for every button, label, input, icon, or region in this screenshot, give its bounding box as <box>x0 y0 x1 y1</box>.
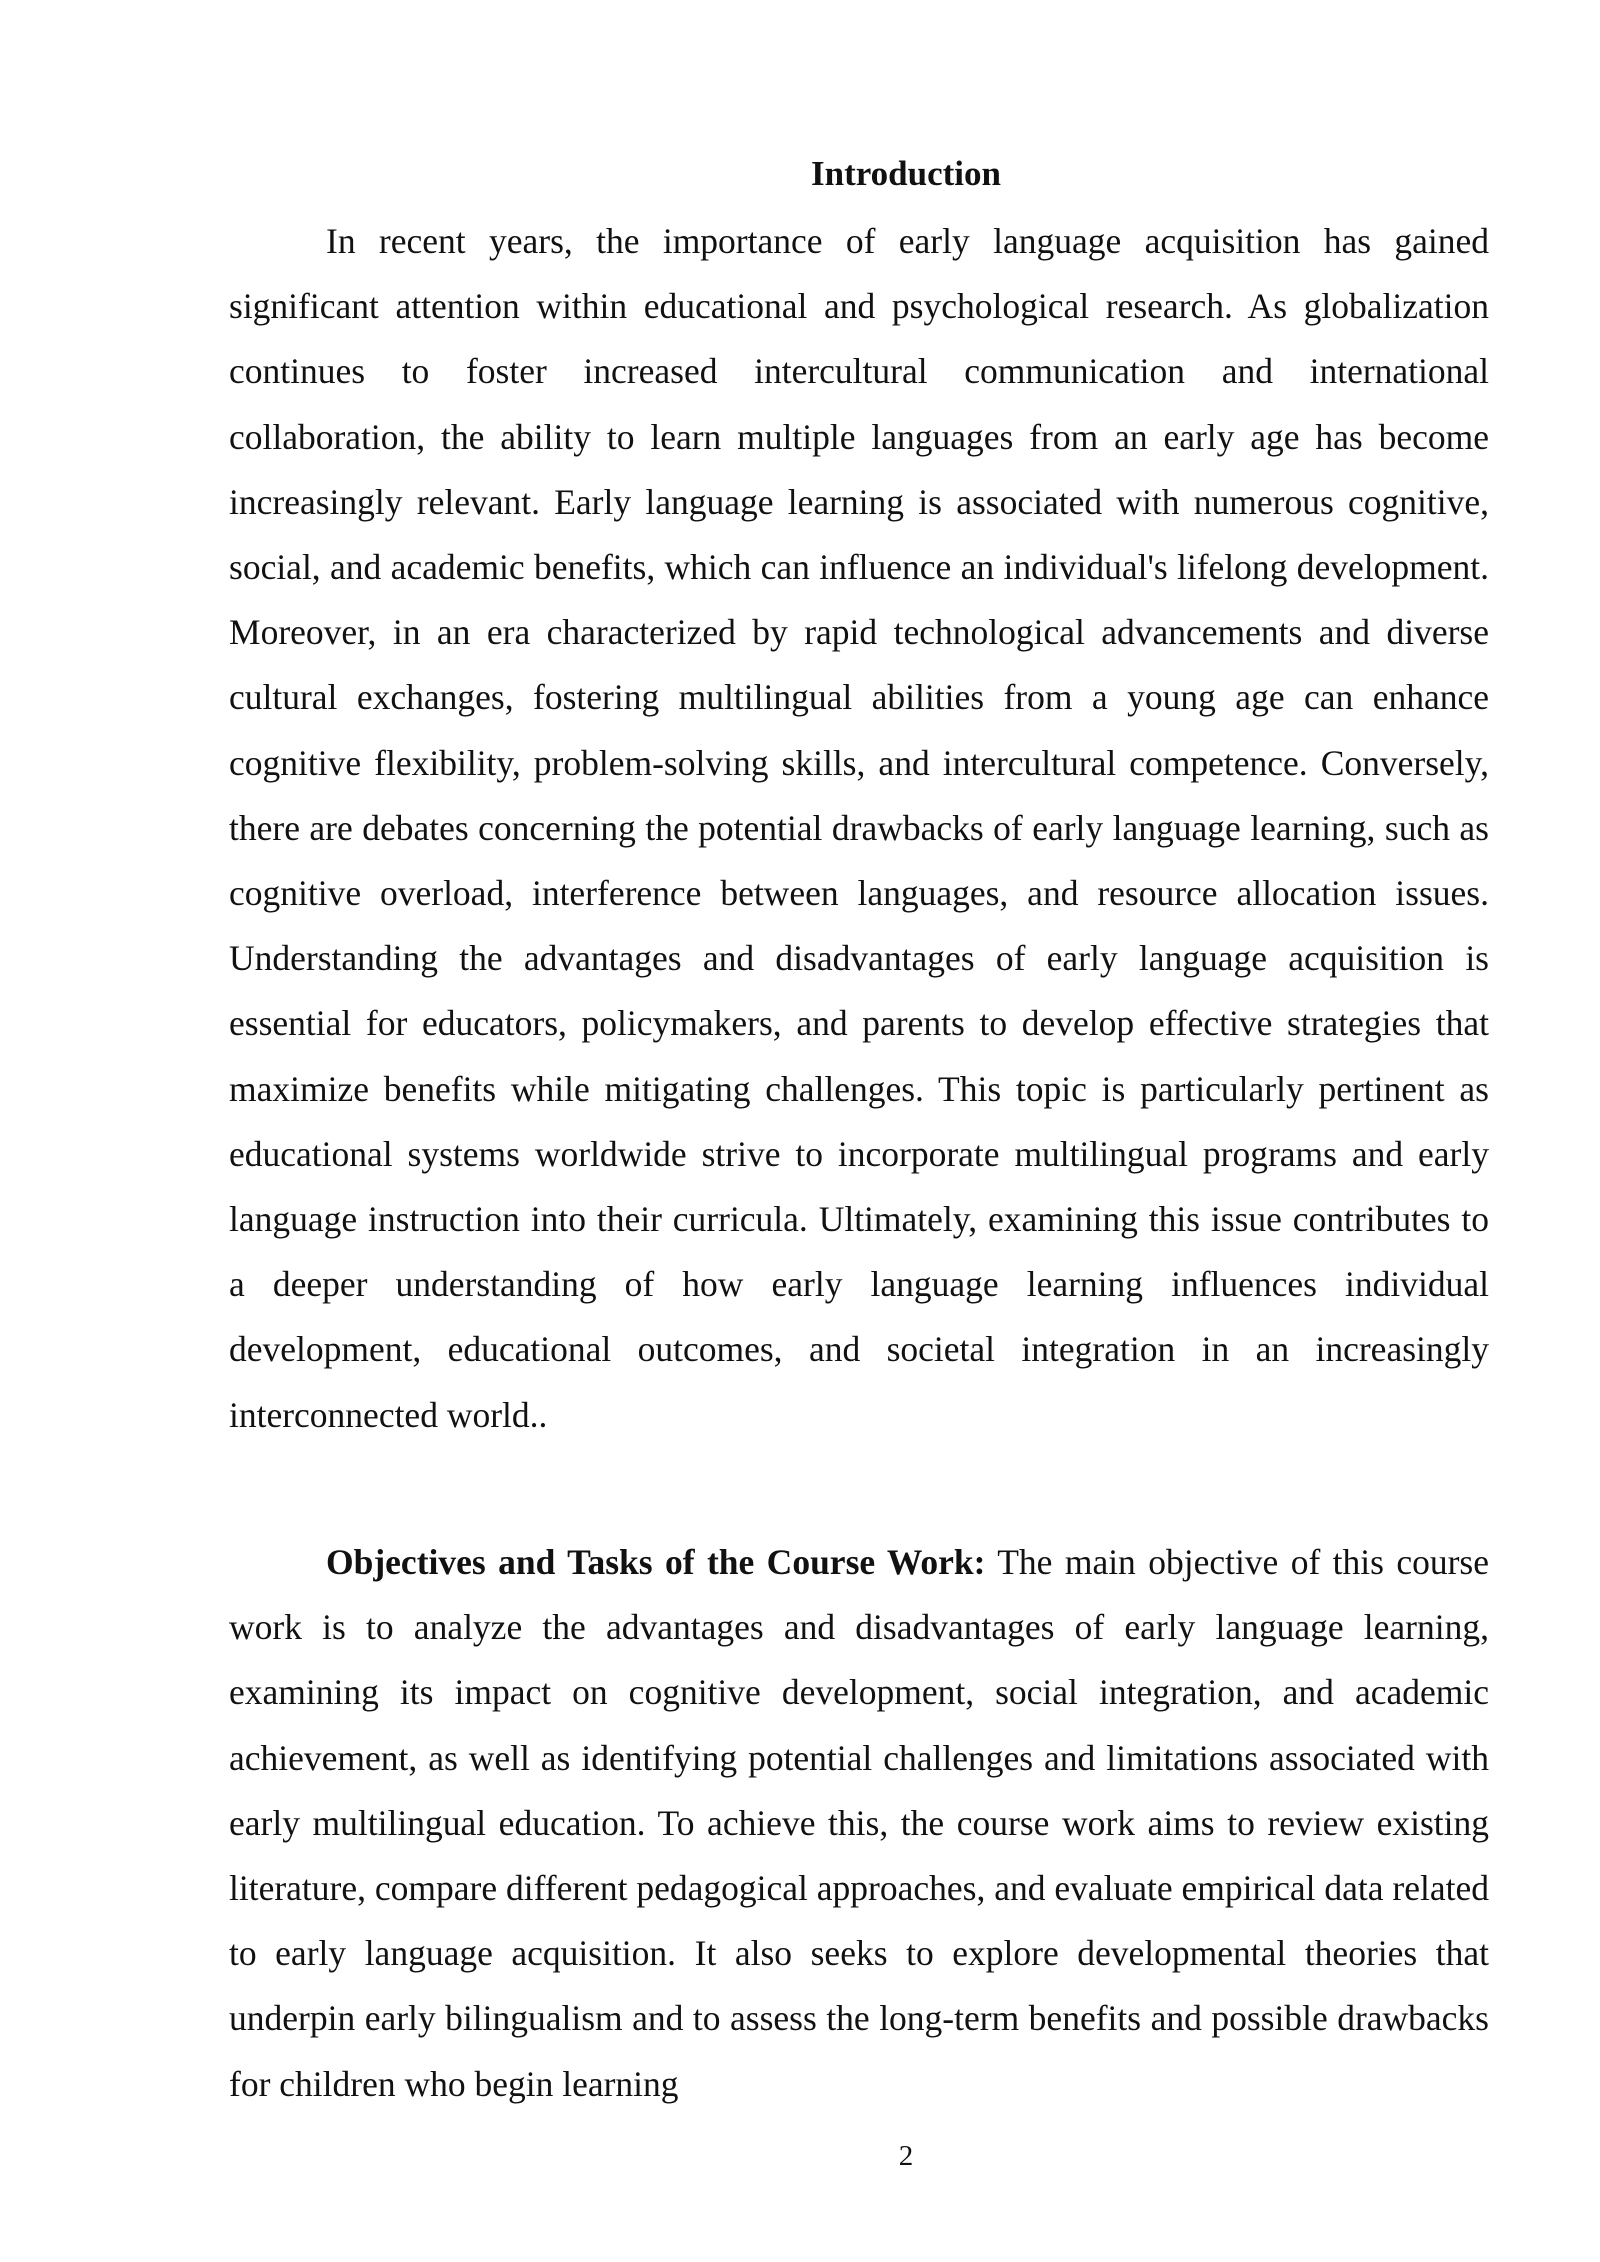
objectives-text: The main objective of this course work is to analyze the advantages and disadvantages of early language learning, examining its impact on cognitive development, social integration, and academic achievement, as well as identifying potential challenges and limitations associated with early multilingual education. To achieve this, the course work aims to review existing literature, compare different pedagogical approaches, and evaluate empirical data related to early language acquisition. It also seeks to explore developmental theories that underpin early bilingualism and to assess the long-term benefits and possible drawbacks for children who begin learning <box>229 1542 1489 2104</box>
objectives-label: Objectives and Tasks of the Course Work: <box>326 1542 986 1582</box>
introduction-paragraph: In recent years, the importance of early language acquisition has gained significant attention within educational and psychological research. As globalization continues to foster increased intercultural communication and international collaboration, the ability to learn multiple languages from an early age has become increasingly relevant. Early language learning is associated with numerous cognitive, social, and academic benefits, which can influence an individual's lifelong development. Moreover, in an era characterized by rapid technological advancements and diverse cultural exchanges, fostering multilingual abilities from a young age can enhance cognitive flexibility, problem-solving skills, and intercultural competence. Conversely, there are debates concerning the potential drawbacks of early language learning, such as cognitive overload, interference between languages, and resource allocation issues. Understanding the advantages and disadvantages of early language acquisition is essential for educators, policymakers, and parents to develop effective strategies that maximize benefits while mitigating challenges. This topic is particularly pertinent as educational systems worldwide strive to incorporate multilingual programs and early language instruction into their curricula. Ultimately, examining this issue contributes to a deeper understanding of how early language learning influences individual development, educational outcomes, and societal integration in an increasingly interconnected world.. <box>229 221 1489 1435</box>
page-number: 2 <box>898 2140 914 2172</box>
objectives-paragraph <box>229 1530 1489 2117</box>
section-heading: Introduction <box>811 154 1001 193</box>
